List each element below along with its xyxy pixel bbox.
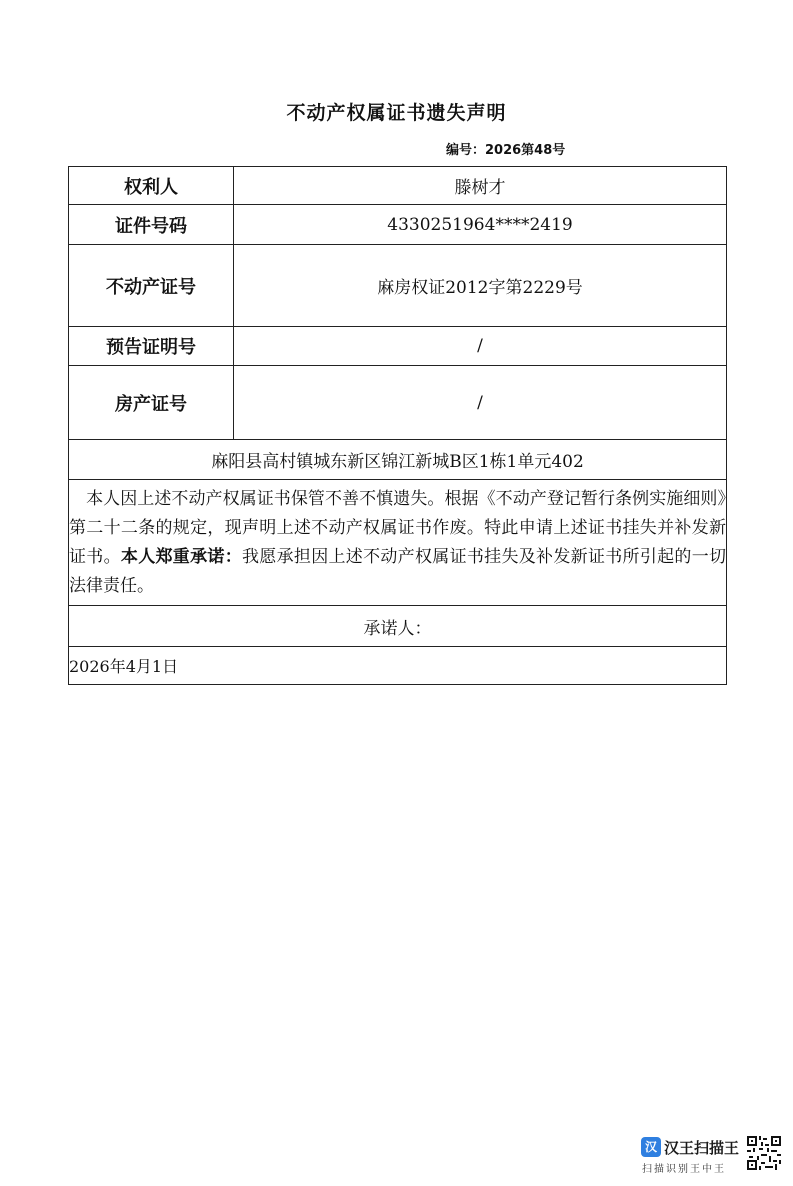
declaration-bold-promise: 本人郑重承诺： bbox=[120, 546, 242, 567]
advance-notice-value: / bbox=[234, 327, 727, 366]
row-declaration bbox=[69, 480, 727, 606]
owner-value: 滕树才 bbox=[234, 167, 727, 205]
row-property-cert bbox=[69, 245, 727, 327]
qr-code-icon bbox=[747, 1136, 781, 1170]
row-owner bbox=[69, 167, 727, 205]
row-date bbox=[69, 647, 727, 685]
house-cert-value: / bbox=[234, 366, 727, 440]
scanner-logo-icon: 汉 bbox=[641, 1137, 661, 1157]
property-cert-label: 不动产证号 bbox=[69, 245, 234, 327]
advance-notice-label: 预告证明号 bbox=[69, 327, 234, 366]
row-promisor bbox=[69, 606, 727, 647]
house-cert-label: 房产证号 bbox=[69, 366, 234, 440]
declaration-date: 2026年4月1日 bbox=[69, 647, 727, 685]
id-number-label: 证件号码 bbox=[69, 205, 234, 245]
declaration-part-2: 我愿承担因上述不动产权属证书挂失及补发新证书所引起的一切法律责任。 bbox=[69, 546, 727, 596]
scanner-tagline: 扫描识别王中王 bbox=[642, 1164, 726, 1175]
scanner-brand-name: 汉王扫描王 bbox=[664, 1139, 740, 1157]
property-cert-value: 麻房权证2012字第2229号 bbox=[234, 245, 727, 327]
row-id-number bbox=[69, 205, 727, 245]
row-house-cert bbox=[69, 366, 727, 440]
declaration-form bbox=[68, 166, 727, 685]
row-address bbox=[69, 440, 727, 480]
declaration-text bbox=[69, 480, 727, 606]
serial-number: 编号：2026第48号 bbox=[446, 143, 566, 158]
declaration-part-1: 本人因上述不动产权属证书保管不善不慎遗失。根据《不动产登记暂行条例实施细则》第二十二条的规定，现声明上述不动产权属证书作废。特此申请上述证书挂失并补发新证书。 bbox=[69, 488, 726, 567]
document-title: 不动产权属证书遗失声明 bbox=[286, 102, 507, 124]
owner-label: 权利人 bbox=[69, 167, 234, 205]
property-address: 麻阳县高村镇城东新区锦江新城B区1栋1单元402 bbox=[69, 440, 727, 480]
promisor-label: 承诺人： bbox=[69, 606, 727, 647]
id-number-value: 4330251964****2419 bbox=[234, 205, 727, 245]
row-advance-notice bbox=[69, 327, 727, 366]
